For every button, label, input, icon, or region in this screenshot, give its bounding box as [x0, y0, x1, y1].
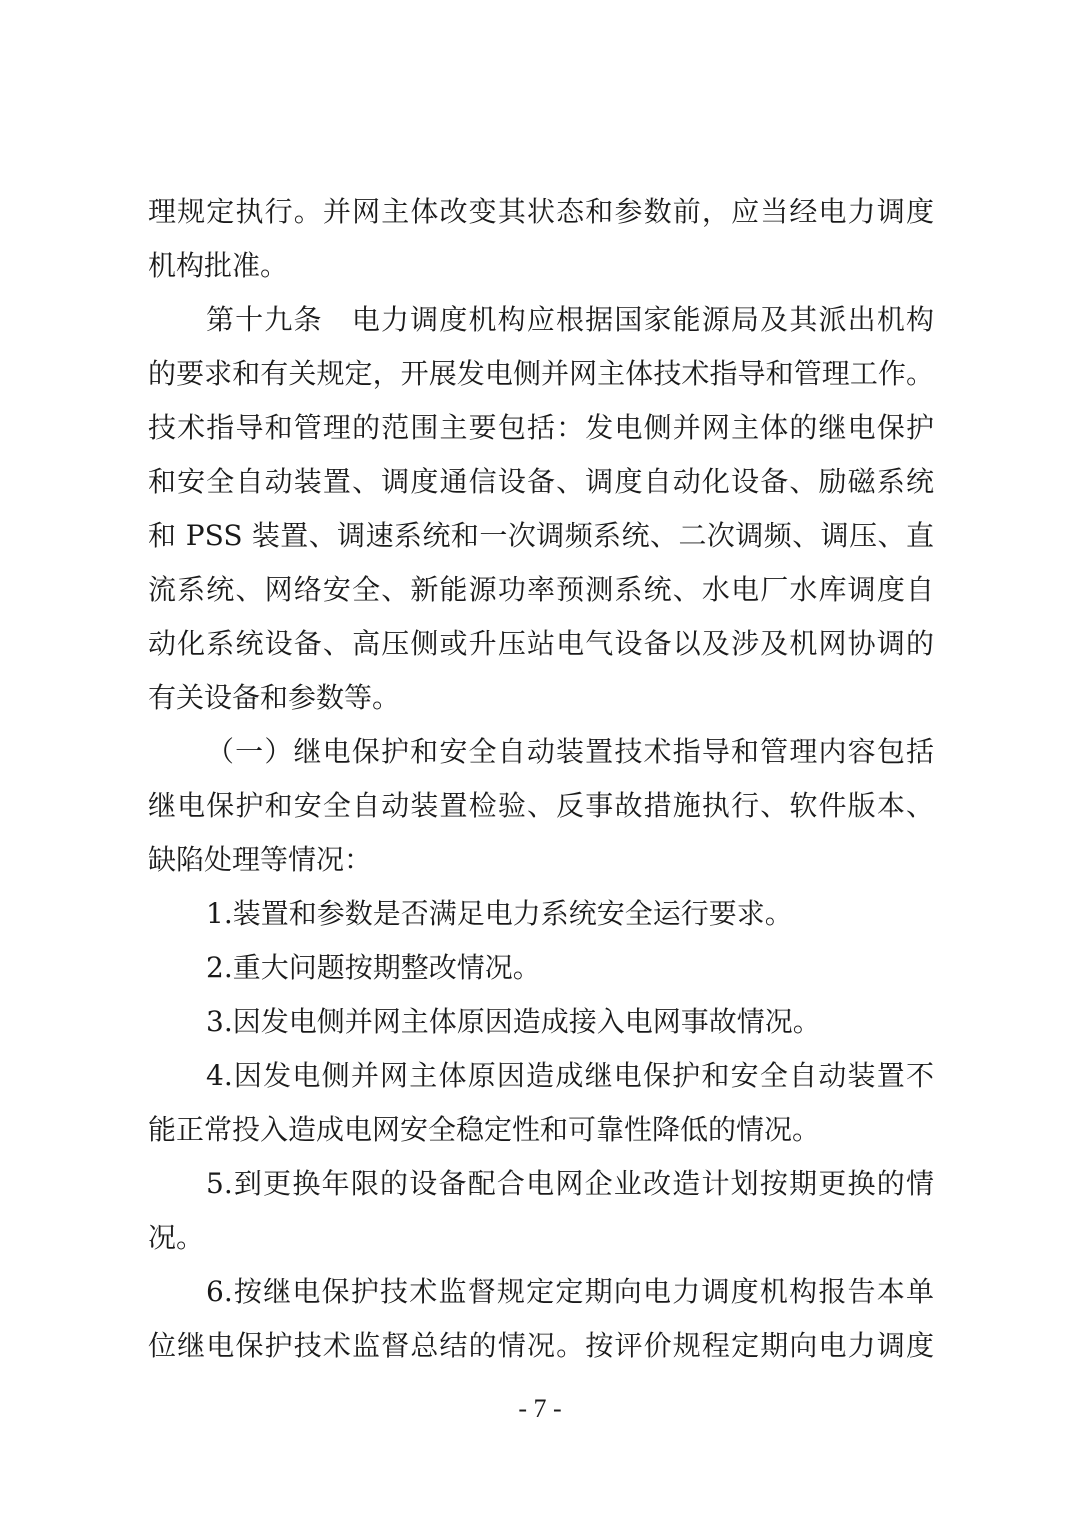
text-line: 有关设备和参数等。	[148, 681, 401, 714]
text-line: 技术指导和管理的范围主要包括：发电侧并网主体的继电保护	[148, 411, 934, 444]
list-item: 5.到更换年限的设备配合电网企业改造计划按期更换的情	[206, 1167, 934, 1200]
text-line: 和 PSS 装置、调速系统和一次调频系统、二次调频、调压、直	[148, 519, 934, 552]
list-item: 2.重大问题按期整改情况。	[206, 951, 541, 984]
text-line: 动化系统设备、高压侧或升压站电气设备以及涉及机网协调的	[148, 627, 934, 660]
text-line: 况。	[148, 1221, 205, 1254]
text-line: 的要求和有关规定，开展发电侧并网主体技术指导和管理工作。	[148, 357, 934, 390]
text-line: 位继电保护技术监督总结的情况。按评价规程定期向电力调度	[148, 1329, 934, 1362]
list-item: 4.因发电侧并网主体原因造成继电保护和安全自动装置不	[206, 1059, 934, 1092]
text-line: 理规定执行。并网主体改变其状态和参数前，应当经电力调度	[148, 195, 934, 228]
text-line: 流系统、网络安全、新能源功率预测系统、水电厂水库调度自	[148, 573, 934, 606]
text-line: 继电保护和安全自动装置检验、反事故措施执行、软件版本、	[148, 789, 934, 822]
list-item: 1.装置和参数是否满足电力系统安全运行要求。	[206, 897, 793, 930]
section-heading-line: （一）继电保护和安全自动装置技术指导和管理内容包括	[206, 735, 934, 768]
text-line: 能正常投入造成电网安全稳定性和可靠性降低的情况。	[148, 1113, 821, 1146]
text-line: 缺陷处理等情况：	[148, 843, 373, 876]
list-item: 3.因发电侧并网主体原因造成接入电网事故情况。	[206, 1005, 821, 1038]
article-heading-line: 第十九条 电力调度机构应根据国家能源局及其派出机构	[206, 303, 934, 336]
text-line: 和安全自动装置、调度通信设备、调度自动化设备、励磁系统	[148, 465, 934, 498]
page-number: - 7 -	[518, 1394, 562, 1423]
text-line: 机构批准。	[148, 249, 289, 282]
list-item: 6.按继电保护技术监督规定定期向电力调度机构报告本单	[206, 1275, 934, 1308]
